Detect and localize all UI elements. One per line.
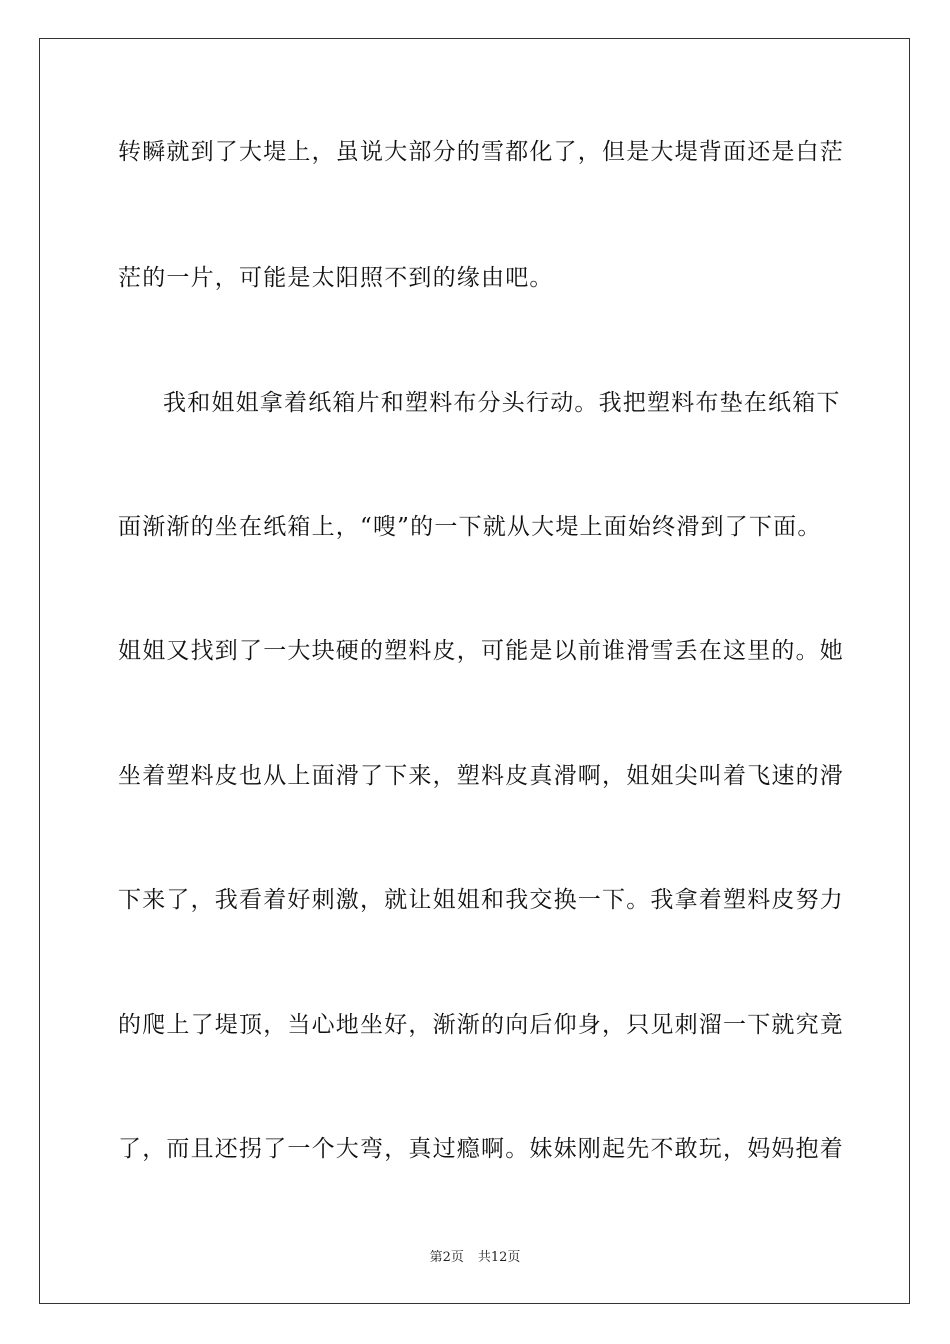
text-line: 坐着塑料皮也从上面滑了下来，塑料皮真滑啊，姐姐尖叫着飞速的滑 <box>118 763 844 789</box>
text-line: 的爬上了堤顶，当心地坐好，渐渐的向后仰身，只见刺溜一下就究竟 <box>118 1012 844 1038</box>
text-line: 茫的一片，可能是太阳照不到的缘由吧。 <box>118 265 554 291</box>
page-total: 共12页 <box>477 1250 521 1265</box>
page-number: 第2页 <box>429 1250 464 1265</box>
text-line: 了，而且还拐了一个大弯，真过瘾啊。妹妹刚起先不敢玩，妈妈抱着 <box>118 1136 844 1162</box>
text-line: 姐姐又找到了一大块硬的塑料皮，可能是以前谁滑雪丢在这里的。她 <box>118 638 844 664</box>
paragraph-first-line: 我和姐姐拿着纸箱片和塑料布分头行动。我把塑料布垫在纸箱下 <box>163 390 841 416</box>
page-border <box>39 38 910 1304</box>
page-footer <box>0 1250 950 1266</box>
text-line: 面渐渐的坐在纸箱上，“嗖”的一下就从大堤上面始终滑到了下面。 <box>118 514 822 540</box>
text-line: 下来了，我看着好刺激，就让姐姐和我交换一下。我拿着塑料皮努力 <box>118 887 844 913</box>
text-line: 转瞬就到了大堤上，虽说大部分的雪都化了，但是大堤背面还是白茫 <box>118 139 844 165</box>
